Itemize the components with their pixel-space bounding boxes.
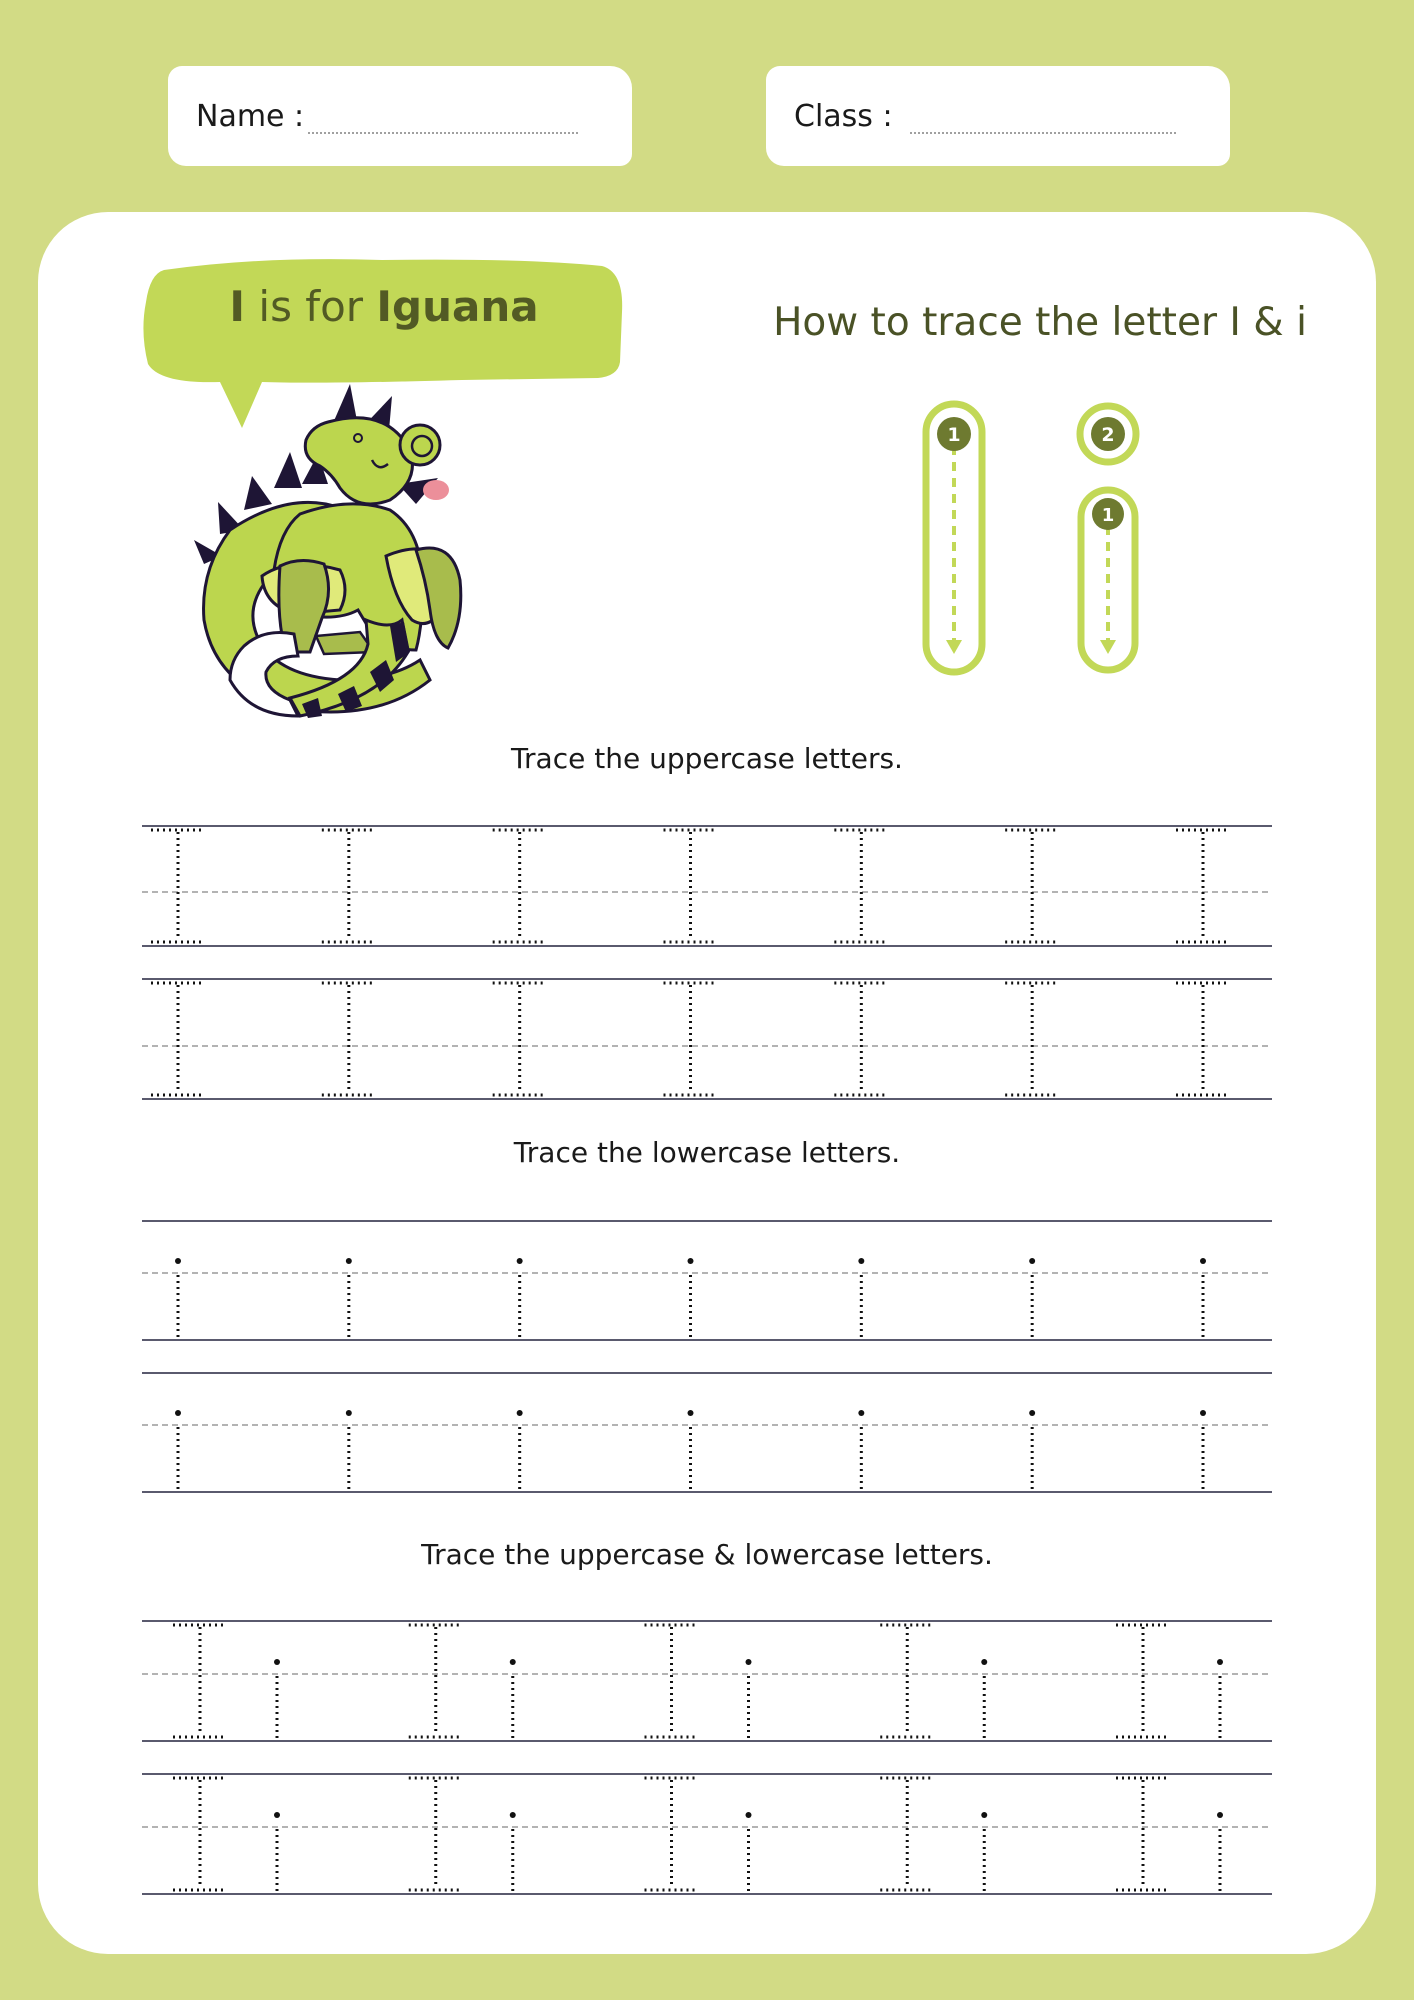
traceable-lowercase-i-dot <box>517 1410 523 1416</box>
traceable-lowercase-i-dot <box>746 1659 752 1665</box>
traceable-lowercase-i-dot <box>517 1258 523 1264</box>
traceable-lowercase-i-dot <box>1200 1410 1206 1416</box>
traceable-lowercase-i-dot <box>346 1410 352 1416</box>
traceable-lowercase-i-dot <box>274 1812 280 1818</box>
traceable-lowercase-i-dot <box>1029 1410 1035 1416</box>
class-label: Class : <box>794 98 893 134</box>
title-letter: I <box>229 282 246 331</box>
traceable-lowercase-i-dot <box>510 1812 516 1818</box>
lowercase-stem-step-number: 1 <box>1101 505 1115 526</box>
traceable-lowercase-i-dot <box>1029 1258 1035 1264</box>
traceable-lowercase-i-dot <box>688 1258 694 1264</box>
traceable-lowercase-i-dot <box>175 1258 181 1264</box>
traceable-lowercase-i-dot <box>858 1258 864 1264</box>
traceable-lowercase-i-dot <box>1217 1812 1223 1818</box>
name-label: Name : <box>196 98 305 134</box>
traceable-lowercase-i-dot <box>274 1659 280 1665</box>
traceable-lowercase-i-dot <box>1200 1258 1206 1264</box>
lowercase-section-title: Trace the lowercase letters. <box>513 1136 901 1169</box>
uppercase-section-title: Trace the uppercase letters. <box>511 742 903 775</box>
traceable-lowercase-i-dot <box>510 1659 516 1665</box>
title-middle: is for <box>245 282 377 331</box>
uppercase-step-number: 1 <box>947 424 961 446</box>
traceable-lowercase-i-dot <box>981 1659 987 1665</box>
traceable-lowercase-i-dot <box>175 1410 181 1416</box>
how-to-title: How to trace the letter I & i <box>773 300 1307 345</box>
traceable-lowercase-i-dot <box>746 1812 752 1818</box>
traceable-lowercase-i-dot <box>858 1410 864 1416</box>
traceable-lowercase-i-dot <box>346 1258 352 1264</box>
title-word: Iguana <box>376 282 539 331</box>
mixed-section-title: Trace the uppercase & lowercase letters. <box>421 1538 993 1571</box>
lowercase-dot-step-number: 2 <box>1101 424 1115 446</box>
traceable-lowercase-i-dot <box>981 1812 987 1818</box>
traceable-lowercase-i-dot <box>1217 1659 1223 1665</box>
traceable-lowercase-i-dot <box>688 1410 694 1416</box>
